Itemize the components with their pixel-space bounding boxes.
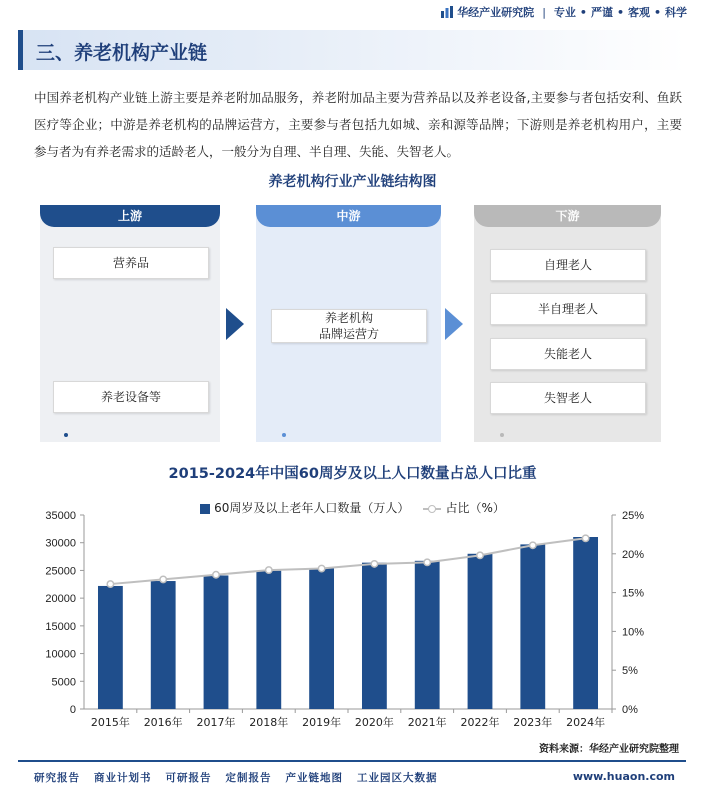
bar — [151, 581, 176, 709]
decor-dot — [282, 433, 286, 437]
y-left-tick-label: 5000 — [51, 676, 76, 689]
y-right-tick-label: 0% — [622, 704, 638, 716]
x-tick-label: 2023年 — [513, 716, 553, 729]
line-point — [371, 561, 377, 567]
y-right-tick-label: 20% — [622, 548, 645, 561]
y-left-tick-label: 25000 — [45, 565, 76, 578]
tagline-2: 严谨 — [590, 6, 613, 19]
legend-label-line: 占比（%） — [445, 501, 505, 515]
bar — [362, 563, 387, 709]
arrow-right-icon — [226, 308, 244, 340]
downstream-header: 下游 — [474, 205, 661, 227]
x-tick-label: 2018年 — [249, 716, 289, 729]
bar — [415, 561, 440, 709]
x-tick-label: 2016年 — [143, 716, 183, 729]
line-point — [213, 572, 219, 578]
top-bar — [0, 0, 705, 22]
x-tick-label: 2021年 — [407, 716, 447, 729]
y-left-tick-label: 0 — [69, 704, 76, 716]
legend-label-bar: 60周岁及以上老年人口数量（万人） — [214, 501, 410, 515]
line-point — [266, 567, 272, 573]
midstream-item-line-1: 养老机构 — [324, 311, 373, 325]
footer-links — [34, 770, 438, 785]
chart-title: 2015-2024年中国60周岁及以上人口数量占总人口比重 — [168, 466, 537, 482]
y-right-tick-label: 5% — [622, 665, 638, 678]
line-point — [107, 581, 113, 587]
footer-divider — [18, 760, 686, 762]
bar — [204, 575, 229, 709]
y-left-tick-label: 30000 — [45, 537, 76, 550]
diagram-title: 养老机构行业产业链结构图 — [268, 174, 437, 190]
bar — [520, 544, 545, 709]
footer-link[interactable]: 可研报告 — [165, 772, 212, 784]
brand-name: 华经产业研究院 — [457, 6, 535, 19]
line-point — [318, 565, 324, 571]
footer-link[interactable]: 定制报告 — [225, 772, 272, 784]
y-left-tick-label: 15000 — [45, 620, 76, 633]
upstream-item: 养老设备等 — [53, 381, 209, 413]
footer-link[interactable]: 研究报告 — [34, 772, 80, 784]
downstream-column — [474, 205, 661, 442]
footer-url[interactable]: www.huaon.com — [572, 770, 675, 783]
y-right-tick-label: 25% — [622, 510, 645, 522]
line-point — [477, 552, 483, 558]
line-series — [110, 538, 585, 584]
line-point — [582, 535, 588, 541]
tagline-1: 专业 — [553, 6, 576, 19]
section-heading-accent — [18, 30, 23, 70]
section-title: 三、养老机构产业链 — [36, 42, 208, 64]
upstream-header: 上游 — [40, 205, 220, 227]
x-tick-label: 2019年 — [302, 716, 342, 729]
midstream-item — [271, 309, 427, 343]
x-tick-label: 2022年 — [460, 716, 500, 729]
y-right-tick-label: 15% — [622, 587, 645, 600]
footer-link[interactable]: 商业计划书 — [94, 772, 152, 784]
brand-logo-icon — [441, 6, 453, 18]
midstream-header: 中游 — [256, 205, 441, 227]
bar — [468, 554, 493, 709]
x-tick-label: 2017年 — [196, 716, 236, 729]
y-left-tick-label: 10000 — [45, 648, 76, 661]
combo-chart — [0, 505, 705, 740]
x-tick-label: 2015年 — [90, 716, 130, 729]
y-left-tick-label: 35000 — [45, 510, 76, 522]
y-right-tick-label: 10% — [622, 626, 645, 639]
brand: 华经产业研究院 | 专业 • 严谨 • 客观 • 科学 — [441, 4, 687, 20]
line-point — [160, 576, 166, 582]
source-note: 资料来源：华经产业研究院整理 — [539, 744, 679, 755]
footer-link[interactable]: 产业链地图 — [285, 772, 343, 784]
midstream-column — [256, 205, 441, 442]
downstream-item: 失能老人 — [490, 338, 646, 370]
upstream-column — [40, 205, 220, 442]
tagline-3: 客观 — [627, 6, 650, 19]
bar — [98, 586, 123, 709]
downstream-item: 半自理老人 — [490, 293, 646, 325]
arrow-right-icon — [445, 308, 463, 340]
line-point — [530, 542, 536, 548]
upstream-item: 营养品 — [53, 247, 209, 279]
downstream-item: 自理老人 — [490, 249, 646, 281]
bar — [309, 568, 334, 709]
section-paragraph: 中国养老机构产业链上游主要是养老附加品服务，养老附加品主要为营养品以及养老设备,主要参与者包括安利、鱼跃医疗等企业；中游是养老机构的品牌运营方，主要参与者包括九如城、亲和源等品牌；下游则是养老机构用户，主要参与者为有养老需求的适龄老人，一般分为自理、半自理、失能、失智老人。 — [34, 90, 682, 159]
x-tick-label: 2024年 — [566, 716, 606, 729]
decor-dot — [64, 433, 68, 437]
decor-dot — [500, 433, 504, 437]
bar — [256, 571, 281, 709]
y-left-tick-label: 20000 — [45, 593, 76, 606]
tagline-4: 科学 — [665, 6, 687, 19]
bar — [573, 537, 598, 709]
footer-link[interactable]: 工业园区大数据 — [357, 772, 438, 784]
x-tick-label: 2020年 — [354, 716, 394, 729]
downstream-item: 失智老人 — [490, 382, 646, 414]
midstream-item-line-2: 品牌运营方 — [318, 327, 379, 341]
section-heading — [18, 30, 686, 70]
line-point — [424, 559, 430, 565]
